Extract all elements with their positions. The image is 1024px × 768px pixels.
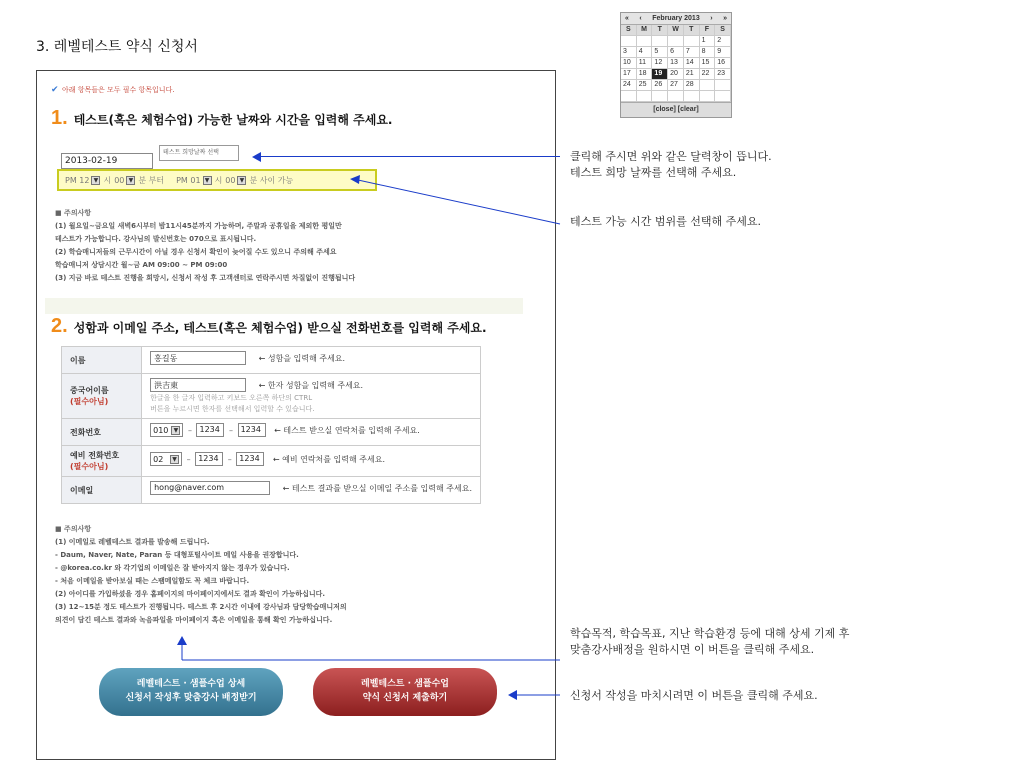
phone-last-input[interactable]: 1234 <box>238 423 266 437</box>
page-title: 3. 레벨테스트 약식 신청서 <box>36 39 198 55</box>
calendar-weekday-label: T <box>652 25 668 36</box>
chevron-down-icon: ▼ <box>126 176 135 185</box>
calendar-day[interactable]: 9 <box>715 47 731 58</box>
note-line: 학습매니저 상담시간 월~금 AM 09:00 ~ PM 09:00 <box>55 261 228 269</box>
calendar-day[interactable]: 5 <box>652 47 668 58</box>
calendar-day[interactable]: 1 <box>700 36 716 47</box>
chinese-name-help: 버튼을 누르시면 한자를 선택해서 입력할 수 있습니다. <box>150 405 315 413</box>
notes-title: ■ 주의사항 <box>55 209 92 217</box>
calendar-day[interactable]: 21 <box>684 69 700 80</box>
calendar-day[interactable]: 18 <box>637 69 653 80</box>
note-line: - 처음 이메일을 받아보실 때는 스팸메일함도 꼭 체크 바랍니다. <box>55 577 250 585</box>
calendar-day[interactable]: 24 <box>621 80 637 91</box>
calendar-day[interactable]: 13 <box>668 58 684 69</box>
calendar-day[interactable]: 6 <box>668 47 684 58</box>
calendar-weekday-label: M <box>637 25 653 36</box>
note-line: (3) 12~15분 정도 테스트가 진행됩니다. 테스트 후 2시간 이내에 강사님과 담당학습매니저의 <box>55 603 347 611</box>
note-line: - @korea.co.kr 와 각기업의 이메일은 잘 받아지지 않는 경우가 있습니다. <box>55 564 290 572</box>
backup-phone-label: 예비 전화번호 (필수아님) <box>62 446 142 477</box>
calendar-weekday-label: T <box>684 25 700 36</box>
optional-tag: (필수아님) <box>70 462 109 471</box>
hour-label: 시 <box>214 175 223 185</box>
submit-button-callout: 신청서 작성을 마치시려면 이 버튼을 클릭해 주세요. <box>570 689 818 702</box>
name-input[interactable]: 홍길동 <box>150 351 246 365</box>
calendar-day[interactable]: 15 <box>700 58 716 69</box>
backup-phone-area-select[interactable]: 02 ▼ <box>150 452 182 466</box>
calendar-day[interactable]: 3 <box>621 47 637 58</box>
note-line: 의견이 담긴 테스트 결과와 녹음파일을 마이페이지 혹은 이메일을 통해 확인 가능하십니다. <box>55 616 333 624</box>
calendar-day[interactable]: 25 <box>637 80 653 91</box>
calendar-day[interactable]: 22 <box>700 69 716 80</box>
time-callout: 테스트 가능 시간 범위를 선택해 주세요. <box>570 215 761 228</box>
calendar-next-year-button[interactable]: » <box>723 15 727 22</box>
calendar-prev-year-button[interactable]: « <box>625 15 629 22</box>
backup-phone-mid-input[interactable]: 1234 <box>195 452 223 466</box>
calendar-day[interactable]: 19 <box>652 69 668 80</box>
calendar-day[interactable]: 20 <box>668 69 684 80</box>
optional-tag: (필수아님) <box>70 397 109 406</box>
calendar-weekday-label: F <box>700 25 716 36</box>
chinese-name-label: 중국어이름 (필수아님) <box>62 374 142 419</box>
email-hint: ← 테스트 결과를 받으실 이메일 주소를 입력해 주세요. <box>282 483 472 493</box>
note-line: (3) 지금 바로 테스트 진행을 희망시, 신청서 작성 후 고객센터로 연락주시면 차질없이 진행됩니다 <box>55 274 356 282</box>
step2-title-text: 성함과 이메일 주소, 테스트(혹은 체험수업) 받으실 전화번호를 입력해 주세요. <box>73 321 487 335</box>
step1-number: 1. <box>51 107 68 129</box>
step1-title-text: 테스트(혹은 체험수업) 가능한 날짜와 시간을 입력해 주세요. <box>73 113 393 127</box>
phone-hint: ← 테스트 받으실 연락처를 입력해 주세요. <box>274 425 420 435</box>
note-line: (1) 이메일로 레벨테스트 결과를 발송해 드립니다. <box>55 538 210 546</box>
to-label: 분 사이 가능 <box>249 175 294 185</box>
calendar-month-label: February 2013 <box>652 15 700 22</box>
chevron-down-icon: ▼ <box>170 455 179 464</box>
chevron-down-icon: ▼ <box>171 426 180 435</box>
notes-title: ■ 주의사항 <box>55 525 92 533</box>
backup-phone-hint: ← 예비 연락처를 입력해 주세요. <box>272 454 385 464</box>
name-hint: ← 성함을 입력해 주세요. <box>258 353 346 363</box>
checkmark-icon: ✔ <box>51 85 59 95</box>
from-label: 분 부터 <box>138 175 165 185</box>
to-minute-select[interactable]: 00 ▼ <box>225 176 246 185</box>
calendar-day[interactable]: 12 <box>652 58 668 69</box>
note-line: (2) 학습매니저들의 근무시간이 아닐 경우 신청서 확인이 늦어질 수도 있으니 주의해 주세요 <box>55 248 337 256</box>
note-line: - Daum, Naver, Nate, Paran 등 대형포털사이트 메일 사용을 권장합니다. <box>55 551 299 559</box>
calendar-day[interactable]: 14 <box>684 58 700 69</box>
email-label: 이메일 <box>62 477 142 504</box>
calendar-weekday-label: S <box>621 25 637 36</box>
email-input[interactable]: hong@naver.com <box>150 481 270 495</box>
chevron-down-icon: ▼ <box>203 176 212 185</box>
arrow-down-icon <box>177 636 187 645</box>
table-row: 전화번호 010 ▼ – 1234 – 1234 ← 테스트 받으실 연락처를 입력해 주세요. <box>62 419 481 446</box>
table-row: 예비 전화번호 (필수아님) 02 ▼ – 1234 – 1234 ← 예비 연락처를 입력해 주세요. <box>62 446 481 477</box>
note-line: 테스트가 가능합니다. 강사님의 발신번호는 070으로 표시됩니다. <box>55 235 257 243</box>
calendar-weekday-label: W <box>668 25 684 36</box>
calendar-day[interactable]: 23 <box>715 69 731 80</box>
phone-label: 전화번호 <box>62 419 142 446</box>
calendar-weekday-label: S <box>715 25 731 36</box>
calendar-day[interactable]: 2 <box>715 36 731 47</box>
calendar-day[interactable]: 16 <box>715 58 731 69</box>
calendar-next-month-button[interactable]: › <box>710 15 713 22</box>
arrow-left-icon <box>350 175 360 184</box>
calendar-day[interactable]: 8 <box>700 47 716 58</box>
chinese-name-help: 한글을 한 글자 입력하고 키보드 오른쪽 하단의 CTRL <box>150 394 313 402</box>
arrow-left-icon <box>508 690 517 700</box>
calendar-callout: 클릭해 주시면 위와 같은 달력창이 뜹니다. 테스트 희망 날짜를 선택해 주세요. <box>570 150 772 179</box>
chevron-down-icon: ▼ <box>91 176 100 185</box>
calendar-day[interactable]: 7 <box>684 47 700 58</box>
calendar-day[interactable]: 4 <box>637 47 653 58</box>
hour-label: 시 <box>103 175 112 185</box>
backup-phone-last-input[interactable]: 1234 <box>236 452 264 466</box>
note-line: (1) 월요일~금요일 새벽6시부터 밤11시45분까지 가능하며, 주말과 공휴일을 제외한 평일만 <box>55 222 342 230</box>
arrow-line <box>358 180 560 224</box>
note-line: (2) 아이디를 가입하셨을 경우 홈페이지의 마이페이지에서도 결과 확인이 가능하십니다. <box>55 590 326 598</box>
from-hour-select[interactable]: PM 12 ▼ <box>65 176 100 185</box>
from-minute-select[interactable]: 00 ▼ <box>114 176 135 185</box>
to-hour-select[interactable]: PM 01 ▼ <box>176 176 211 185</box>
submit-application-button[interactable]: 레벨테스트 · 샘플수업 약식 신청서 제출하기 <box>313 668 497 716</box>
calendar-day[interactable]: 26 <box>652 80 668 91</box>
date-picker-button[interactable]: 테스트 희망날짜 선택 <box>159 145 239 161</box>
chinese-name-input[interactable]: 洪吉東 <box>150 378 246 392</box>
phone-mid-input[interactable]: 1234 <box>196 423 224 437</box>
chinese-name-hint: ← 한자 성함을 입력해 주세요. <box>258 380 364 390</box>
calendar-footer[interactable]: [close] [clear] <box>621 102 731 117</box>
calendar-day[interactable]: 10 <box>621 58 637 69</box>
phone-area-select[interactable]: 010 ▼ <box>150 423 183 437</box>
step2-number: 2. <box>51 315 68 337</box>
calendar-prev-month-button[interactable]: ‹ <box>639 15 642 22</box>
required-note-text: 아래 항목들은 모두 필수 항목입니다. <box>62 86 175 94</box>
test-date-input[interactable]: 2013-02-19 <box>61 153 153 169</box>
chevron-down-icon: ▼ <box>237 176 246 185</box>
detail-button-callout: 학습목적, 학습목표, 지난 학습환경 등에 대해 상세 기제 후 맞춤강사배정을 원하시면 이 버튼을 클릭해 주세요. <box>570 627 850 656</box>
name-label: 이름 <box>62 347 142 374</box>
calendar-day[interactable]: 17 <box>621 69 637 80</box>
calendar-day[interactable]: 27 <box>668 80 684 91</box>
detailed-application-button[interactable]: 레벨테스트 · 샘플수업 상세 신청서 작성후 맞춤강사 배정받기 <box>99 668 283 716</box>
calendar-day[interactable]: 11 <box>637 58 653 69</box>
calendar-day[interactable]: 28 <box>684 80 700 91</box>
